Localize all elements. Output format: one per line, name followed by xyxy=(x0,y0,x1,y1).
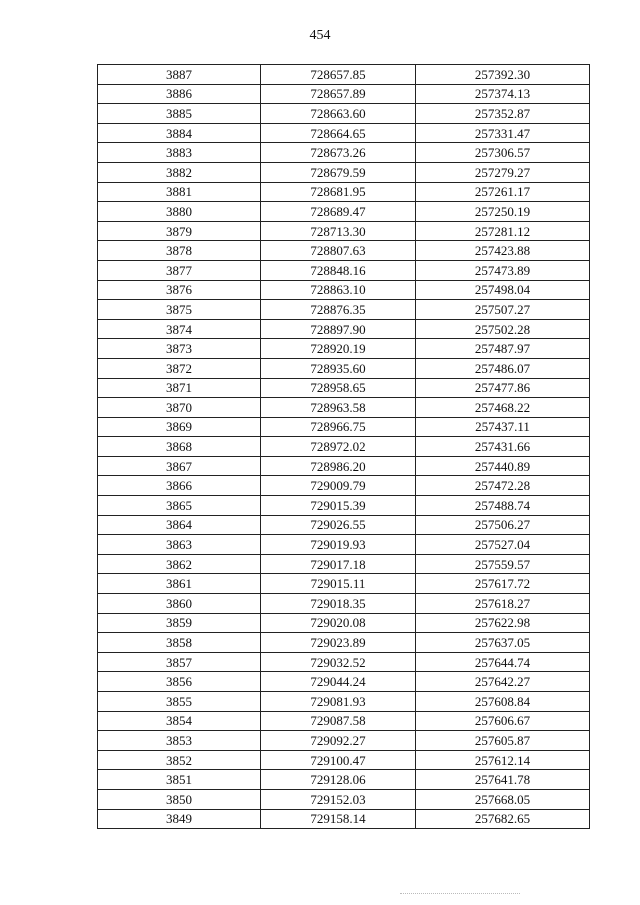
table-row xyxy=(98,594,590,614)
x-coordinate-cell: 728807.63 xyxy=(261,241,416,261)
y-coordinate-cell: 257559.57 xyxy=(416,554,590,574)
point-number-cell: 3887 xyxy=(98,65,261,85)
y-coordinate-cell: 257468.22 xyxy=(416,398,590,418)
table-row xyxy=(98,437,590,457)
x-coordinate-cell: 729044.24 xyxy=(261,672,416,692)
x-coordinate-cell: 729009.79 xyxy=(261,476,416,496)
point-number-cell: 3864 xyxy=(98,515,261,535)
x-coordinate-cell: 729100.47 xyxy=(261,750,416,770)
x-coordinate-cell: 728848.16 xyxy=(261,260,416,280)
y-coordinate-cell: 257331.47 xyxy=(416,123,590,143)
table-row xyxy=(98,535,590,555)
point-number-cell: 3860 xyxy=(98,594,261,614)
x-coordinate-cell: 728689.47 xyxy=(261,202,416,222)
point-number-cell: 3853 xyxy=(98,731,261,751)
y-coordinate-cell: 257506.27 xyxy=(416,515,590,535)
y-coordinate-cell: 257637.05 xyxy=(416,633,590,653)
table-row xyxy=(98,789,590,809)
x-coordinate-cell: 728657.89 xyxy=(261,84,416,104)
y-coordinate-cell: 257352.87 xyxy=(416,104,590,124)
y-coordinate-cell: 257281.12 xyxy=(416,221,590,241)
x-coordinate-cell: 728972.02 xyxy=(261,437,416,457)
table-row xyxy=(98,417,590,437)
y-coordinate-cell: 257250.19 xyxy=(416,202,590,222)
point-number-cell: 3879 xyxy=(98,221,261,241)
y-coordinate-cell: 257392.30 xyxy=(416,65,590,85)
x-coordinate-cell: 729152.03 xyxy=(261,789,416,809)
coordinates-table xyxy=(97,64,590,829)
point-number-cell: 3863 xyxy=(98,535,261,555)
table-row xyxy=(98,515,590,535)
point-number-cell: 3867 xyxy=(98,456,261,476)
point-number-cell: 3872 xyxy=(98,358,261,378)
y-coordinate-cell: 257472.28 xyxy=(416,476,590,496)
point-number-cell: 3859 xyxy=(98,613,261,633)
x-coordinate-cell: 729081.93 xyxy=(261,692,416,712)
table-row xyxy=(98,260,590,280)
x-coordinate-cell: 729019.93 xyxy=(261,535,416,555)
x-coordinate-cell: 728986.20 xyxy=(261,456,416,476)
y-coordinate-cell: 257617.72 xyxy=(416,574,590,594)
y-coordinate-cell: 257488.74 xyxy=(416,496,590,516)
point-number-cell: 3850 xyxy=(98,789,261,809)
x-coordinate-cell: 729017.18 xyxy=(261,554,416,574)
point-number-cell: 3871 xyxy=(98,378,261,398)
x-coordinate-cell: 728664.65 xyxy=(261,123,416,143)
x-coordinate-cell: 729092.27 xyxy=(261,731,416,751)
table-row xyxy=(98,711,590,731)
table-row xyxy=(98,143,590,163)
point-number-cell: 3862 xyxy=(98,554,261,574)
y-coordinate-cell: 257477.86 xyxy=(416,378,590,398)
point-number-cell: 3855 xyxy=(98,692,261,712)
y-coordinate-cell: 257622.98 xyxy=(416,613,590,633)
point-number-cell: 3882 xyxy=(98,162,261,182)
table-row xyxy=(98,496,590,516)
x-coordinate-cell: 729020.08 xyxy=(261,613,416,633)
table-row xyxy=(98,123,590,143)
y-coordinate-cell: 257437.11 xyxy=(416,417,590,437)
x-coordinate-cell: 728966.75 xyxy=(261,417,416,437)
table-row xyxy=(98,241,590,261)
point-number-cell: 3856 xyxy=(98,672,261,692)
point-number-cell: 3858 xyxy=(98,633,261,653)
table-row xyxy=(98,280,590,300)
x-coordinate-cell: 728681.95 xyxy=(261,182,416,202)
point-number-cell: 3870 xyxy=(98,398,261,418)
point-number-cell: 3877 xyxy=(98,260,261,280)
y-coordinate-cell: 257498.04 xyxy=(416,280,590,300)
y-coordinate-cell: 257486.07 xyxy=(416,358,590,378)
table-row xyxy=(98,809,590,829)
table-row xyxy=(98,300,590,320)
table-row xyxy=(98,633,590,653)
point-number-cell: 3874 xyxy=(98,319,261,339)
x-coordinate-cell: 728958.65 xyxy=(261,378,416,398)
x-coordinate-cell: 729026.55 xyxy=(261,515,416,535)
point-number-cell: 3881 xyxy=(98,182,261,202)
point-number-cell: 3880 xyxy=(98,202,261,222)
table-row xyxy=(98,652,590,672)
x-coordinate-cell: 728935.60 xyxy=(261,358,416,378)
y-coordinate-cell: 257641.78 xyxy=(416,770,590,790)
x-coordinate-cell: 729018.35 xyxy=(261,594,416,614)
point-number-cell: 3883 xyxy=(98,143,261,163)
table-row xyxy=(98,162,590,182)
point-number-cell: 3885 xyxy=(98,104,261,124)
y-coordinate-cell: 257374.13 xyxy=(416,84,590,104)
point-number-cell: 3884 xyxy=(98,123,261,143)
x-coordinate-cell: 728863.10 xyxy=(261,280,416,300)
x-coordinate-cell: 728713.30 xyxy=(261,221,416,241)
table-row xyxy=(98,613,590,633)
point-number-cell: 3876 xyxy=(98,280,261,300)
x-coordinate-cell: 728920.19 xyxy=(261,339,416,359)
footer-scan-mark xyxy=(400,893,520,895)
x-coordinate-cell: 729128.06 xyxy=(261,770,416,790)
y-coordinate-cell: 257644.74 xyxy=(416,652,590,672)
y-coordinate-cell: 257612.14 xyxy=(416,750,590,770)
table-row xyxy=(98,319,590,339)
table-row xyxy=(98,358,590,378)
point-number-cell: 3875 xyxy=(98,300,261,320)
table-row xyxy=(98,692,590,712)
x-coordinate-cell: 728679.59 xyxy=(261,162,416,182)
x-coordinate-cell: 728963.58 xyxy=(261,398,416,418)
table-row xyxy=(98,378,590,398)
y-coordinate-cell: 257431.66 xyxy=(416,437,590,457)
x-coordinate-cell: 728673.26 xyxy=(261,143,416,163)
y-coordinate-cell: 257642.27 xyxy=(416,672,590,692)
y-coordinate-cell: 257261.17 xyxy=(416,182,590,202)
point-number-cell: 3865 xyxy=(98,496,261,516)
point-number-cell: 3851 xyxy=(98,770,261,790)
point-number-cell: 3849 xyxy=(98,809,261,829)
x-coordinate-cell: 729015.11 xyxy=(261,574,416,594)
table-row xyxy=(98,104,590,124)
x-coordinate-cell: 729023.89 xyxy=(261,633,416,653)
x-coordinate-cell: 728876.35 xyxy=(261,300,416,320)
y-coordinate-cell: 257606.67 xyxy=(416,711,590,731)
table-row xyxy=(98,65,590,85)
point-number-cell: 3868 xyxy=(98,437,261,457)
y-coordinate-cell: 257487.97 xyxy=(416,339,590,359)
point-number-cell: 3866 xyxy=(98,476,261,496)
y-coordinate-cell: 257423.88 xyxy=(416,241,590,261)
y-coordinate-cell: 257608.84 xyxy=(416,692,590,712)
x-coordinate-cell: 729015.39 xyxy=(261,496,416,516)
table-row xyxy=(98,398,590,418)
x-coordinate-cell: 729158.14 xyxy=(261,809,416,829)
y-coordinate-cell: 257682.65 xyxy=(416,809,590,829)
x-coordinate-cell: 729032.52 xyxy=(261,652,416,672)
table-row xyxy=(98,202,590,222)
y-coordinate-cell: 257440.89 xyxy=(416,456,590,476)
point-number-cell: 3869 xyxy=(98,417,261,437)
x-coordinate-cell: 728657.85 xyxy=(261,65,416,85)
x-coordinate-cell: 728897.90 xyxy=(261,319,416,339)
point-number-cell: 3873 xyxy=(98,339,261,359)
y-coordinate-cell: 257618.27 xyxy=(416,594,590,614)
table-row xyxy=(98,456,590,476)
x-coordinate-cell: 728663.60 xyxy=(261,104,416,124)
y-coordinate-cell: 257502.28 xyxy=(416,319,590,339)
y-coordinate-cell: 257473.89 xyxy=(416,260,590,280)
table-row xyxy=(98,731,590,751)
point-number-cell: 3854 xyxy=(98,711,261,731)
coordinates-table-body xyxy=(98,65,590,829)
table-row xyxy=(98,554,590,574)
table-row xyxy=(98,574,590,594)
table-row xyxy=(98,672,590,692)
y-coordinate-cell: 257668.05 xyxy=(416,789,590,809)
table-row xyxy=(98,84,590,104)
point-number-cell: 3852 xyxy=(98,750,261,770)
y-coordinate-cell: 257527.04 xyxy=(416,535,590,555)
y-coordinate-cell: 257279.27 xyxy=(416,162,590,182)
table-row xyxy=(98,339,590,359)
table-row xyxy=(98,221,590,241)
page-number: 454 xyxy=(309,28,331,43)
y-coordinate-cell: 257507.27 xyxy=(416,300,590,320)
table-row xyxy=(98,750,590,770)
point-number-cell: 3857 xyxy=(98,652,261,672)
point-number-cell: 3886 xyxy=(98,84,261,104)
table-row xyxy=(98,476,590,496)
y-coordinate-cell: 257605.87 xyxy=(416,731,590,751)
point-number-cell: 3878 xyxy=(98,241,261,261)
table-row xyxy=(98,182,590,202)
point-number-cell: 3861 xyxy=(98,574,261,594)
y-coordinate-cell: 257306.57 xyxy=(416,143,590,163)
table-row xyxy=(98,770,590,790)
x-coordinate-cell: 729087.58 xyxy=(261,711,416,731)
